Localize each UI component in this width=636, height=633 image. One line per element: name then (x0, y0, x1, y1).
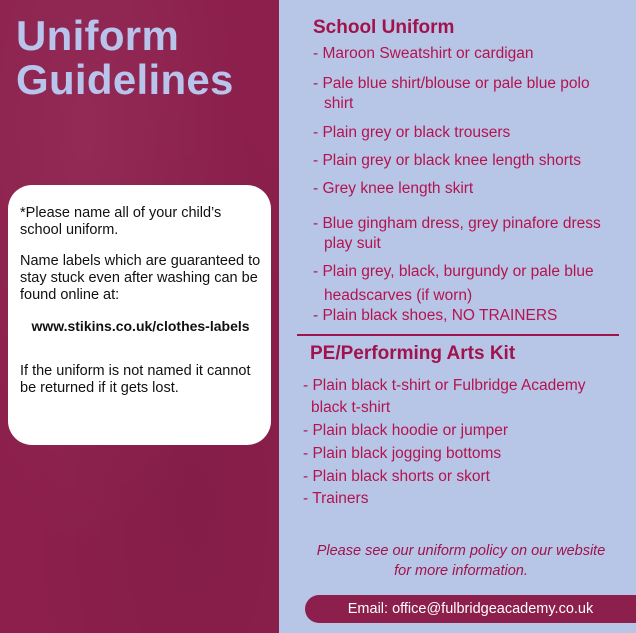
pe-kit-heading: PE/Performing Arts Kit (310, 343, 516, 364)
pe-item-line: - Plain black jogging bottoms (303, 445, 502, 462)
uniform-item-line: headscarves (if worn) (324, 287, 473, 304)
pe-item (303, 421, 508, 441)
policy-line-1: Please see our uniform policy on our website (316, 543, 606, 559)
school-uniform-heading: School Uniform (313, 17, 455, 38)
uniform-item (313, 151, 581, 171)
pe-item (303, 444, 501, 464)
uniform-item-line: - Plain black shoes, NO TRAINERS (313, 307, 558, 324)
uniform-item (313, 214, 601, 254)
uniform-item-line: play suit (324, 235, 381, 252)
email-contact-pill[interactable]: Email: office@fulbridgeacademy.co.uk (305, 595, 636, 623)
pe-item (303, 376, 586, 418)
pe-item-line: - Plain black hoodie or jumper (303, 422, 509, 439)
pe-item (303, 467, 490, 487)
title-line-1: Uniform (16, 12, 180, 59)
uniform-item-line: - Blue gingham dress, grey pinafore dress (313, 215, 601, 232)
page-title (16, 14, 276, 102)
note-paragraph-2: Name labels which are guaranteed to stay stuck even after washing can be found online at: (20, 253, 261, 303)
policy-line-2: for more information. (394, 563, 528, 579)
name-labels-note-card (8, 185, 271, 445)
uniform-policy-note (296, 541, 626, 581)
section-divider (297, 334, 619, 336)
uniform-item (313, 262, 594, 306)
labels-url[interactable]: www.stikins.co.uk/clothes-labels (31, 318, 250, 334)
uniform-item-line: - Plain grey or black trousers (313, 124, 511, 141)
uniform-item (313, 306, 557, 326)
uniform-item (313, 44, 534, 64)
title-line-2: Guidelines (16, 56, 234, 103)
pe-item (303, 489, 368, 509)
uniform-item-line: - Maroon Sweatshirt or cardigan (313, 45, 534, 62)
pe-item-line: - Plain black t-shirt or Fulbridge Academy (303, 377, 586, 394)
pe-item-line: black t-shirt (311, 399, 391, 416)
pe-item-line: - Plain black shorts or skort (303, 468, 490, 485)
note-paragraph-3: If the uniform is not named it cannot be returned if it gets lost. (20, 363, 251, 396)
uniform-item (313, 123, 510, 143)
uniform-item-line: - Grey knee length skirt (313, 180, 474, 197)
note-paragraph-1: *Please name all of your child’s school uniform. (20, 205, 222, 238)
uniform-item-line: shirt (324, 95, 354, 112)
pe-item-line: - Trainers (303, 490, 369, 507)
uniform-item (313, 179, 473, 199)
uniform-item-line: - Plain grey or black knee length shorts (313, 152, 581, 169)
uniform-item (313, 74, 590, 114)
uniform-item-line: - Pale blue shirt/blouse or pale blue polo (313, 75, 590, 92)
uniform-item-line: - Plain grey, black, burgundy or pale blue (313, 263, 594, 280)
